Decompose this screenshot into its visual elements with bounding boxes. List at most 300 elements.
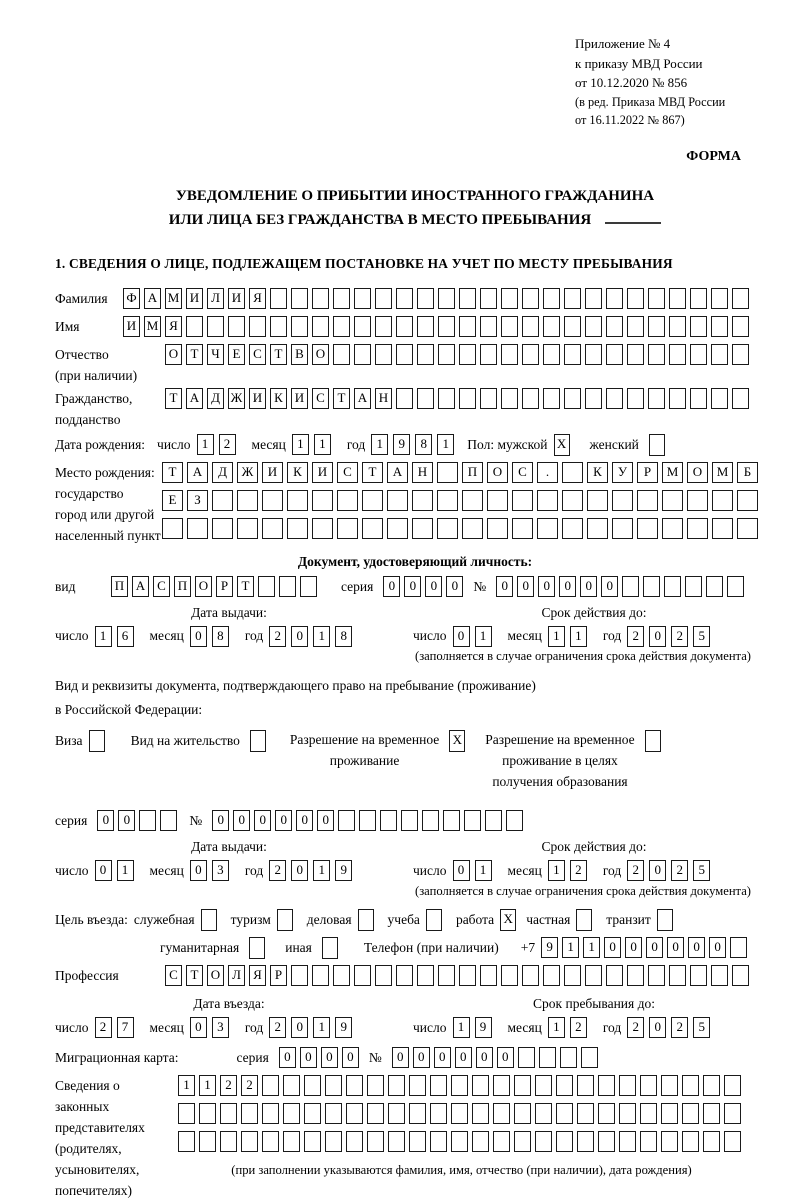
doc-issue-date-input[interactable] [55, 625, 357, 647]
name-input[interactable] [123, 316, 753, 337]
char-cell[interactable] [598, 1103, 615, 1124]
char-cell[interactable] [220, 1103, 237, 1124]
char-cell[interactable]: С [165, 965, 182, 986]
char-cell[interactable]: 2 [570, 1017, 587, 1038]
char-cell[interactable]: 2 [95, 1017, 112, 1038]
char-cell[interactable] [212, 490, 233, 511]
char-cell[interactable] [451, 1075, 468, 1096]
char-cell[interactable]: Р [216, 576, 233, 597]
char-cell[interactable]: Т [162, 462, 183, 483]
birth-place-line2-input[interactable] [162, 490, 762, 511]
char-cell[interactable] [661, 1103, 678, 1124]
char-cell[interactable] [417, 344, 434, 365]
char-cell[interactable] [354, 316, 371, 337]
checkbox-cell[interactable] [249, 937, 265, 959]
char-cell[interactable]: 0 [291, 1017, 308, 1038]
char-cell[interactable]: О [207, 965, 224, 986]
char-cell[interactable] [199, 1131, 216, 1152]
char-cell[interactable] [711, 316, 728, 337]
char-cell[interactable] [506, 810, 523, 831]
checkbox-cell[interactable] [649, 434, 665, 456]
char-cell[interactable] [577, 1075, 594, 1096]
char-cell[interactable] [367, 1075, 384, 1096]
char-cell[interactable] [598, 1075, 615, 1096]
char-cell[interactable] [556, 1103, 573, 1124]
char-cell[interactable] [199, 1103, 216, 1124]
char-cell[interactable] [396, 344, 413, 365]
char-cell[interactable]: И [249, 388, 266, 409]
char-cell[interactable] [703, 1075, 720, 1096]
char-cell[interactable] [627, 344, 644, 365]
char-cell[interactable] [359, 810, 376, 831]
char-cell[interactable] [648, 965, 665, 986]
char-cell[interactable] [493, 1075, 510, 1096]
char-cell[interactable] [627, 388, 644, 409]
char-cell[interactable] [501, 316, 518, 337]
char-cell[interactable]: 0 [559, 576, 576, 597]
char-cell[interactable] [737, 490, 758, 511]
mc-series-input[interactable] [279, 1047, 363, 1068]
char-cell[interactable] [367, 1103, 384, 1124]
char-cell[interactable]: И [186, 288, 203, 309]
char-cell[interactable] [682, 1131, 699, 1152]
char-cell[interactable] [325, 1103, 342, 1124]
char-cell[interactable] [711, 344, 728, 365]
char-cell[interactable] [687, 518, 708, 539]
doc-valid-date-input[interactable] [413, 625, 715, 647]
char-cell[interactable] [703, 1131, 720, 1152]
legal-reps-line2-input[interactable] [178, 1103, 745, 1124]
char-cell[interactable]: 9 [541, 937, 558, 958]
char-cell[interactable] [543, 316, 560, 337]
purpose-business-checkbox[interactable] [201, 909, 221, 931]
char-cell[interactable] [682, 1103, 699, 1124]
char-cell[interactable] [535, 1075, 552, 1096]
char-cell[interactable] [438, 316, 455, 337]
char-cell[interactable]: 1 [197, 434, 214, 455]
char-cell[interactable] [648, 388, 665, 409]
char-cell[interactable] [711, 288, 728, 309]
char-cell[interactable] [669, 288, 686, 309]
char-cell[interactable] [606, 965, 623, 986]
char-cell[interactable] [661, 1075, 678, 1096]
char-cell[interactable]: И [123, 316, 140, 337]
birth-place-line1-input[interactable] [162, 462, 762, 483]
char-cell[interactable] [178, 1131, 195, 1152]
char-cell[interactable]: 0 [118, 810, 135, 831]
char-cell[interactable]: Т [333, 388, 350, 409]
char-cell[interactable] [396, 965, 413, 986]
char-cell[interactable]: 2 [671, 860, 688, 881]
char-cell[interactable]: А [186, 388, 203, 409]
char-cell[interactable] [637, 518, 658, 539]
char-cell[interactable]: 2 [570, 860, 587, 881]
char-cell[interactable] [422, 810, 439, 831]
char-cell[interactable]: 0 [95, 860, 112, 881]
char-cell[interactable]: 0 [275, 810, 292, 831]
char-cell[interactable] [237, 490, 258, 511]
char-cell[interactable] [598, 1131, 615, 1152]
char-cell[interactable] [187, 518, 208, 539]
char-cell[interactable] [560, 1047, 577, 1068]
char-cell[interactable] [512, 518, 533, 539]
char-cell[interactable]: Т [362, 462, 383, 483]
char-cell[interactable] [501, 288, 518, 309]
char-cell[interactable] [417, 316, 434, 337]
char-cell[interactable] [543, 965, 560, 986]
char-cell[interactable] [462, 518, 483, 539]
char-cell[interactable] [619, 1103, 636, 1124]
char-cell[interactable] [262, 518, 283, 539]
char-cell[interactable]: 1 [548, 626, 565, 647]
char-cell[interactable] [228, 316, 245, 337]
char-cell[interactable]: 2 [671, 626, 688, 647]
char-cell[interactable] [387, 518, 408, 539]
char-cell[interactable]: 1 [475, 860, 492, 881]
char-cell[interactable] [480, 388, 497, 409]
char-cell[interactable] [312, 288, 329, 309]
gender-male-checkbox[interactable] [554, 434, 574, 456]
char-cell[interactable]: Н [375, 388, 392, 409]
char-cell[interactable]: 5 [693, 1017, 710, 1038]
char-cell[interactable]: 0 [476, 1047, 493, 1068]
char-cell[interactable]: 3 [212, 860, 229, 881]
char-cell[interactable] [262, 1131, 279, 1152]
char-cell[interactable]: Н [412, 462, 433, 483]
char-cell[interactable] [669, 316, 686, 337]
char-cell[interactable] [643, 576, 660, 597]
char-cell[interactable] [648, 316, 665, 337]
char-cell[interactable] [262, 1103, 279, 1124]
char-cell[interactable] [640, 1131, 657, 1152]
legal-reps-line1-input[interactable] [178, 1075, 745, 1096]
char-cell[interactable] [325, 1075, 342, 1096]
checkbox-cell[interactable]: X [500, 909, 516, 931]
char-cell[interactable] [480, 316, 497, 337]
char-cell[interactable]: 1 [453, 1017, 470, 1038]
checkbox-cell[interactable] [576, 909, 592, 931]
char-cell[interactable]: Я [249, 288, 266, 309]
char-cell[interactable] [535, 1103, 552, 1124]
char-cell[interactable]: 2 [219, 434, 236, 455]
char-cell[interactable] [262, 1075, 279, 1096]
char-cell[interactable] [640, 1075, 657, 1096]
char-cell[interactable]: 0 [342, 1047, 359, 1068]
char-cell[interactable] [669, 965, 686, 986]
char-cell[interactable] [627, 288, 644, 309]
char-cell[interactable] [409, 1103, 426, 1124]
char-cell[interactable] [537, 518, 558, 539]
char-cell[interactable] [577, 1131, 594, 1152]
char-cell[interactable]: 2 [269, 1017, 286, 1038]
char-cell[interactable] [514, 1103, 531, 1124]
char-cell[interactable] [237, 518, 258, 539]
char-cell[interactable] [564, 388, 581, 409]
char-cell[interactable] [622, 576, 639, 597]
checkbox-cell[interactable] [358, 909, 374, 931]
char-cell[interactable] [606, 316, 623, 337]
purpose-other-checkbox[interactable] [322, 937, 342, 959]
char-cell[interactable] [346, 1075, 363, 1096]
char-cell[interactable] [518, 1047, 535, 1068]
char-cell[interactable] [564, 965, 581, 986]
char-cell[interactable] [480, 344, 497, 365]
char-cell[interactable] [627, 965, 644, 986]
char-cell[interactable] [412, 518, 433, 539]
char-cell[interactable] [690, 388, 707, 409]
char-cell[interactable] [258, 576, 275, 597]
char-cell[interactable]: 2 [627, 626, 644, 647]
char-cell[interactable] [712, 490, 733, 511]
char-cell[interactable]: О [195, 576, 212, 597]
char-cell[interactable] [562, 490, 583, 511]
char-cell[interactable]: М [165, 288, 182, 309]
char-cell[interactable] [338, 810, 355, 831]
char-cell[interactable] [587, 518, 608, 539]
char-cell[interactable] [380, 810, 397, 831]
permit-issue-date-input[interactable] [55, 860, 357, 882]
char-cell[interactable] [612, 518, 633, 539]
char-cell[interactable] [480, 965, 497, 986]
purpose-transit-checkbox[interactable] [657, 909, 677, 931]
char-cell[interactable]: С [153, 576, 170, 597]
char-cell[interactable]: 0 [496, 576, 513, 597]
char-cell[interactable]: А [187, 462, 208, 483]
char-cell[interactable] [724, 1075, 741, 1096]
char-cell[interactable] [581, 1047, 598, 1068]
char-cell[interactable] [333, 344, 350, 365]
char-cell[interactable]: Т [237, 576, 254, 597]
char-cell[interactable]: 3 [212, 1017, 229, 1038]
char-cell[interactable]: 6 [117, 626, 134, 647]
char-cell[interactable]: 0 [291, 626, 308, 647]
char-cell[interactable] [662, 518, 683, 539]
char-cell[interactable]: 9 [475, 1017, 492, 1038]
char-cell[interactable]: 9 [393, 434, 410, 455]
char-cell[interactable] [539, 1047, 556, 1068]
char-cell[interactable]: И [228, 288, 245, 309]
char-cell[interactable]: 1 [548, 1017, 565, 1038]
checkbox-cell[interactable] [322, 937, 338, 959]
char-cell[interactable]: 0 [649, 626, 666, 647]
char-cell[interactable]: 0 [601, 576, 618, 597]
purpose-tourism-checkbox[interactable] [277, 909, 297, 931]
char-cell[interactable]: 0 [446, 576, 463, 597]
char-cell[interactable]: 0 [649, 860, 666, 881]
char-cell[interactable]: 0 [517, 576, 534, 597]
char-cell[interactable] [640, 1103, 657, 1124]
char-cell[interactable] [443, 810, 460, 831]
char-cell[interactable] [438, 344, 455, 365]
char-cell[interactable] [730, 937, 747, 958]
char-cell[interactable] [493, 1131, 510, 1152]
char-cell[interactable] [564, 288, 581, 309]
doc-kind-input[interactable] [111, 576, 321, 597]
char-cell[interactable] [690, 344, 707, 365]
char-cell[interactable] [472, 1103, 489, 1124]
char-cell[interactable]: 0 [317, 810, 334, 831]
checkbox-cell[interactable] [201, 909, 217, 931]
char-cell[interactable]: 0 [291, 860, 308, 881]
char-cell[interactable]: У [612, 462, 633, 483]
char-cell[interactable] [543, 344, 560, 365]
char-cell[interactable] [362, 518, 383, 539]
char-cell[interactable] [388, 1103, 405, 1124]
char-cell[interactable] [354, 344, 371, 365]
char-cell[interactable]: 2 [269, 626, 286, 647]
char-cell[interactable] [212, 518, 233, 539]
char-cell[interactable] [367, 1131, 384, 1152]
char-cell[interactable] [585, 388, 602, 409]
birth-date-input[interactable] [145, 434, 459, 456]
char-cell[interactable]: Т [270, 344, 287, 365]
char-cell[interactable] [562, 462, 583, 483]
char-cell[interactable]: 0 [646, 937, 663, 958]
char-cell[interactable] [207, 316, 224, 337]
char-cell[interactable] [732, 965, 749, 986]
char-cell[interactable]: К [587, 462, 608, 483]
char-cell[interactable] [564, 316, 581, 337]
char-cell[interactable] [556, 1131, 573, 1152]
stay-until-date-input[interactable] [413, 1017, 715, 1039]
char-cell[interactable] [409, 1131, 426, 1152]
char-cell[interactable] [501, 388, 518, 409]
char-cell[interactable] [562, 518, 583, 539]
char-cell[interactable]: Р [637, 462, 658, 483]
char-cell[interactable]: Б [737, 462, 758, 483]
char-cell[interactable] [312, 518, 333, 539]
char-cell[interactable]: 1 [178, 1075, 195, 1096]
char-cell[interactable]: С [312, 388, 329, 409]
char-cell[interactable] [287, 490, 308, 511]
char-cell[interactable] [522, 288, 539, 309]
char-cell[interactable]: С [512, 462, 533, 483]
char-cell[interactable]: 0 [321, 1047, 338, 1068]
char-cell[interactable]: Т [165, 388, 182, 409]
char-cell[interactable] [270, 316, 287, 337]
char-cell[interactable]: М [662, 462, 683, 483]
char-cell[interactable] [249, 316, 266, 337]
char-cell[interactable] [417, 388, 434, 409]
char-cell[interactable] [437, 518, 458, 539]
char-cell[interactable]: 2 [220, 1075, 237, 1096]
char-cell[interactable] [387, 490, 408, 511]
char-cell[interactable] [543, 288, 560, 309]
char-cell[interactable]: 0 [604, 937, 621, 958]
char-cell[interactable]: М [712, 462, 733, 483]
char-cell[interactable]: 1 [313, 626, 330, 647]
char-cell[interactable] [291, 288, 308, 309]
char-cell[interactable] [669, 388, 686, 409]
checkbox-cell[interactable] [645, 730, 661, 752]
char-cell[interactable]: Р [270, 965, 287, 986]
char-cell[interactable] [241, 1131, 258, 1152]
char-cell[interactable]: 0 [538, 576, 555, 597]
char-cell[interactable] [537, 490, 558, 511]
char-cell[interactable] [514, 1131, 531, 1152]
char-cell[interactable]: Д [207, 388, 224, 409]
char-cell[interactable] [262, 490, 283, 511]
char-cell[interactable] [648, 288, 665, 309]
phone-input[interactable] [541, 937, 751, 958]
char-cell[interactable] [346, 1131, 363, 1152]
char-cell[interactable] [619, 1075, 636, 1096]
purpose-study-checkbox[interactable] [426, 909, 446, 931]
char-cell[interactable] [337, 518, 358, 539]
char-cell[interactable] [612, 490, 633, 511]
char-cell[interactable] [438, 288, 455, 309]
char-cell[interactable] [417, 288, 434, 309]
char-cell[interactable]: 1 [314, 434, 331, 455]
char-cell[interactable] [160, 810, 177, 831]
char-cell[interactable] [451, 1103, 468, 1124]
char-cell[interactable] [375, 344, 392, 365]
char-cell[interactable]: 8 [335, 626, 352, 647]
char-cell[interactable] [220, 1131, 237, 1152]
char-cell[interactable]: 0 [296, 810, 313, 831]
char-cell[interactable] [346, 1103, 363, 1124]
char-cell[interactable] [485, 810, 502, 831]
char-cell[interactable] [606, 344, 623, 365]
profession-input[interactable] [165, 965, 753, 986]
char-cell[interactable]: 2 [627, 1017, 644, 1038]
char-cell[interactable]: 0 [190, 626, 207, 647]
char-cell[interactable] [487, 518, 508, 539]
checkbox-cell[interactable]: X [449, 730, 465, 752]
char-cell[interactable] [585, 316, 602, 337]
char-cell[interactable] [459, 316, 476, 337]
char-cell[interactable]: П [462, 462, 483, 483]
char-cell[interactable]: П [111, 576, 128, 597]
char-cell[interactable]: 2 [671, 1017, 688, 1038]
checkbox-cell[interactable]: X [554, 434, 570, 456]
char-cell[interactable] [304, 1103, 321, 1124]
char-cell[interactable]: 5 [693, 860, 710, 881]
char-cell[interactable]: 1 [117, 860, 134, 881]
char-cell[interactable]: 1 [199, 1075, 216, 1096]
char-cell[interactable]: Ч [207, 344, 224, 365]
char-cell[interactable]: О [312, 344, 329, 365]
char-cell[interactable] [283, 1075, 300, 1096]
char-cell[interactable] [472, 1131, 489, 1152]
char-cell[interactable]: Д [212, 462, 233, 483]
char-cell[interactable]: Е [228, 344, 245, 365]
char-cell[interactable]: 0 [649, 1017, 666, 1038]
char-cell[interactable] [522, 965, 539, 986]
char-cell[interactable] [724, 1131, 741, 1152]
char-cell[interactable] [375, 288, 392, 309]
char-cell[interactable] [687, 490, 708, 511]
char-cell[interactable] [279, 576, 296, 597]
char-cell[interactable]: 0 [392, 1047, 409, 1068]
char-cell[interactable]: 0 [383, 576, 400, 597]
char-cell[interactable]: 8 [212, 626, 229, 647]
char-cell[interactable]: К [270, 388, 287, 409]
char-cell[interactable] [459, 344, 476, 365]
char-cell[interactable]: 5 [693, 626, 710, 647]
char-cell[interactable] [606, 288, 623, 309]
checkbox-cell[interactable] [250, 730, 266, 752]
char-cell[interactable]: 0 [455, 1047, 472, 1068]
purpose-private-checkbox[interactable] [576, 909, 596, 931]
purpose-work-checkbox[interactable] [500, 909, 520, 931]
char-cell[interactable] [737, 518, 758, 539]
char-cell[interactable] [270, 288, 287, 309]
char-cell[interactable] [711, 388, 728, 409]
char-cell[interactable] [480, 288, 497, 309]
char-cell[interactable] [412, 490, 433, 511]
char-cell[interactable] [162, 518, 183, 539]
